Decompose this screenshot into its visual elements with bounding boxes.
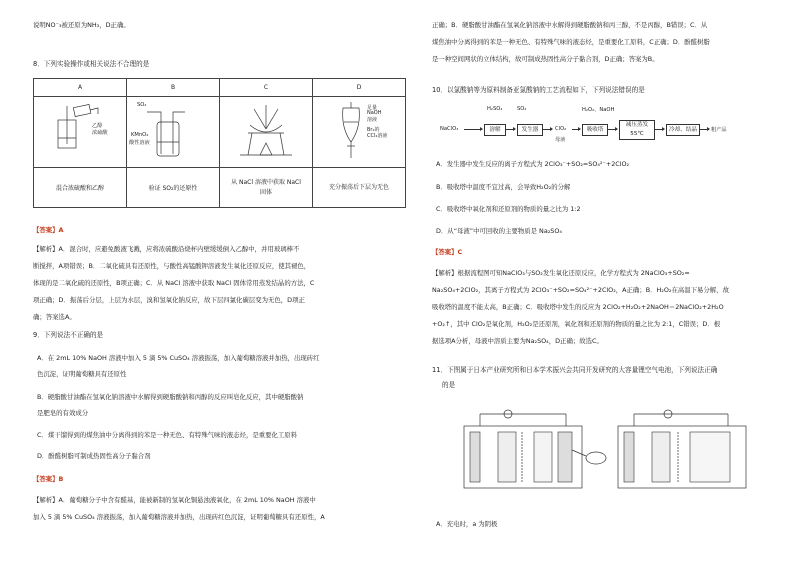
- table-header-b: B: [127, 79, 220, 97]
- flow-step-cool-crystallize: 冷却、结晶: [666, 124, 700, 136]
- analysis-9-line-2: 加入 5 滴 5% CuSO₄ 溶液振荡，加入葡萄糖溶液并加热，出现砖红色沉淀，证明葡萄糖具有还原性，A: [33, 513, 325, 521]
- option-11a: A．充电时，a 为阴极: [436, 520, 498, 528]
- flow-input-so2: SO₂: [517, 106, 527, 112]
- label-excess: 足量: [367, 105, 378, 111]
- flow-step-absorber: 吸收塔: [582, 124, 608, 136]
- answer-8: 【答案】A: [33, 226, 64, 234]
- option-9a-line-1: A．在 2mL 10% NaOH 溶液中加入 5 滴 5% CuSO₄ 溶液振荡，加入葡萄糖溶液并加热，出现砖红: [37, 354, 320, 362]
- option-10a: A．发生器中发生反应的离子方程式为 2ClO₃⁻+SO₂=SO₄²⁻+2ClO₂: [436, 160, 630, 168]
- label-ethanol: 乙醇: [92, 123, 103, 129]
- option-10d: D．从“母液”中可回收的主要物质是 Na₂SO₄: [436, 227, 562, 235]
- analysis-8-line-1: 【解析】A．混合时，应避免酸液飞溅，应将浓硫酸沿烧杯内壁缓缓倒入乙醇中，并用玻璃棒不: [33, 245, 300, 253]
- option-10c: C．吸收塔中氧化剂和还原剂的物质的量之比为 1:2: [436, 205, 581, 213]
- option-9a-line-2: 色沉淀，证明葡萄糖具有还原性: [37, 370, 127, 378]
- flow-tail-liquor: 母液: [555, 137, 566, 143]
- analysis-10-line-5: 据选项A分析，母液中溶质主要为Na₂SO₄，D正确；故选C。: [432, 337, 603, 345]
- flow-arrow: [572, 129, 580, 130]
- label-naoh-solution: 溶液: [367, 117, 378, 123]
- analysis-10-line-4: +O₂↑，其中 ClO₂是氧化剂，H₂O₂是还原剂，氧化剂和还原剂的物质的量之比为 2:1，C错误；D．根: [432, 320, 721, 328]
- question-11-line-1: 11．下图属于日本产业研究所和日本学术振兴会共同开发研究的大容量锂空气电池，下列说法正确: [432, 366, 718, 374]
- question-10: 10．以氯酸钠等为原料制备亚氯酸钠的工艺流程如下，下列说法错误的是: [432, 86, 645, 94]
- label-sulfuric-acid: 浓硫酸: [92, 130, 108, 136]
- analysis-10-line-2: Na₂SO₄+2ClO₂，其离子方程式为 2ClO₃⁻+SO₂=SO₄²⁻+2ClO₂，A正确；B．H₂O₂在高温下易分解，故: [432, 286, 729, 294]
- flow-arrow: [654, 129, 664, 130]
- analysis-10-line-3: 吸收塔的温度不能太高，B正确；C．吸收塔中发生的反应为 2ClO₂+H₂O₂+2NaOH＝2NaClO₂+2H₂O: [432, 303, 724, 311]
- option-9d: D．酚醛树脂可制成热固性高分子黏合剂: [37, 452, 151, 460]
- flow-arrow: [542, 129, 552, 130]
- table-header-c: C: [220, 79, 313, 97]
- text-line: 煤焦油中分离得到的苯是一种无色、有特殊气味的液态烃，是重要化工原料，C正确；D．酚醛树脂: [432, 38, 710, 46]
- option-10b: B．吸收塔中温度不宜过高，会导致H₂O₂的分解: [436, 183, 571, 191]
- text-line: 说明NO⁻₃被还原为NH₃，D正确。: [33, 21, 130, 29]
- question-11-line-2: 的是: [442, 381, 456, 389]
- caption-a: 混合浓硫酸和乙醇: [34, 168, 127, 208]
- caption-b: 验证 SO₂的还原性: [127, 168, 220, 208]
- flow-step-dissolve: 溶解: [484, 124, 506, 136]
- label-ccl4-solution: CCl₄溶液: [367, 133, 388, 139]
- evaporating-dish-illustration: [220, 97, 312, 165]
- option-9c: C．煤干馏得到的煤焦油中分离得到的苯是一种无色、有特殊气味的液态烃，是重要化工原料: [37, 431, 298, 439]
- caption-d: 充分振荡后下层为无色: [313, 168, 406, 208]
- flow-input-h2so4: H₂SO₄: [487, 106, 503, 112]
- flow-arrow: [464, 129, 482, 130]
- beaker-pouring-illustration: [34, 98, 126, 166]
- flow-end-product: 粗产品: [711, 127, 727, 133]
- label-naoh: NaOH: [367, 110, 382, 116]
- analysis-8-line-5: 确；答案选A。: [33, 313, 76, 321]
- process-flow-diagram: [432, 106, 765, 150]
- analysis-10-line-1: 【解析】根据流程图可知NaClO₃与SO₂发生氧化还原反应，化学方程式为 2NaClO₃+SO₂=: [432, 269, 690, 277]
- lithium-air-battery-diagram: [458, 396, 758, 504]
- option-9b-line-1: B．硬脂酸甘油酯在氢氧化钠溶液中水解得到硬脂酸钠和丙醇的反应叫皂化反应，其中硬脂酸钠: [37, 393, 304, 401]
- label-so2: SO₂: [137, 102, 147, 108]
- experiment-table: [33, 78, 406, 208]
- analysis-9-line-1: 【解析】A．葡萄糖分子中含有醛基，能被新制的氢氧化铜悬浊液氧化，在 2mL 10% NaOH 溶液中: [33, 496, 316, 504]
- apparatus-c: [220, 97, 313, 168]
- label-br2: Br₂的: [367, 127, 380, 133]
- text-line: 正确；B．硬脂酸甘油酯在氢氧化钠溶液中水解得到硬脂酸钠和丙三醇，不是丙醇，B错误；C．从: [432, 21, 708, 29]
- label-kmno4-solution: 酸性溶液: [129, 140, 150, 146]
- flow-arrow: [505, 129, 515, 130]
- flow-start-naclo3: NaClO₃: [440, 126, 459, 132]
- flow-step-evaporation: 减压蒸发 55℃: [619, 120, 655, 140]
- analysis-8-line-2: 断搅拌，A项错误；B．二氧化硫具有还原性，与酸性高锰酸钾溶液发生氧化还原反应，使其褪色，: [33, 262, 311, 270]
- analysis-8-line-3: 体现的是二氧化硫的还原性，B项正确；C．从 NaCl 溶液中获取 NaCl 固体常用蒸发结晶的方法，C: [33, 279, 315, 287]
- analysis-8-line-4: 项正确；D．振荡后分层，上层为水层，溴和氢氧化钠反应，故下层四氯化碳层变为无色，D项正: [33, 296, 305, 304]
- flow-clo2: ClO₂: [555, 126, 567, 132]
- apparatus-d: [313, 97, 406, 168]
- option-9b-line-2: 是肥皂的有效成分: [37, 409, 89, 417]
- flow-arrow: [607, 129, 617, 130]
- text-line: 是一种空间网状的立体结构，故可制成热固性高分子黏合剂，D正确；答案为B。: [432, 55, 659, 63]
- answer-9: 【答案】B: [33, 475, 64, 483]
- answer-10: 【答案】C: [432, 248, 463, 256]
- flow-step-generator: 发生器: [517, 124, 543, 136]
- table-header-a: A: [34, 79, 127, 97]
- separatory-funnel-illustration: [313, 98, 405, 166]
- flow-arrow: [699, 129, 709, 130]
- question-8: 8．下列实验操作或相关说法不合理的是: [33, 60, 150, 68]
- question-9: 9．下列说法不正确的是: [33, 331, 104, 339]
- apparatus-a: [34, 97, 127, 168]
- flow-input-h2o2-naoh: H₂O₂、NaOH: [582, 107, 615, 113]
- table-header-d: D: [313, 79, 406, 97]
- caption-c: 从 NaCl 溶液中获取 NaCl 固体: [220, 168, 313, 208]
- label-kmno4: KMnO₄: [131, 132, 149, 138]
- apparatus-b: [127, 97, 220, 168]
